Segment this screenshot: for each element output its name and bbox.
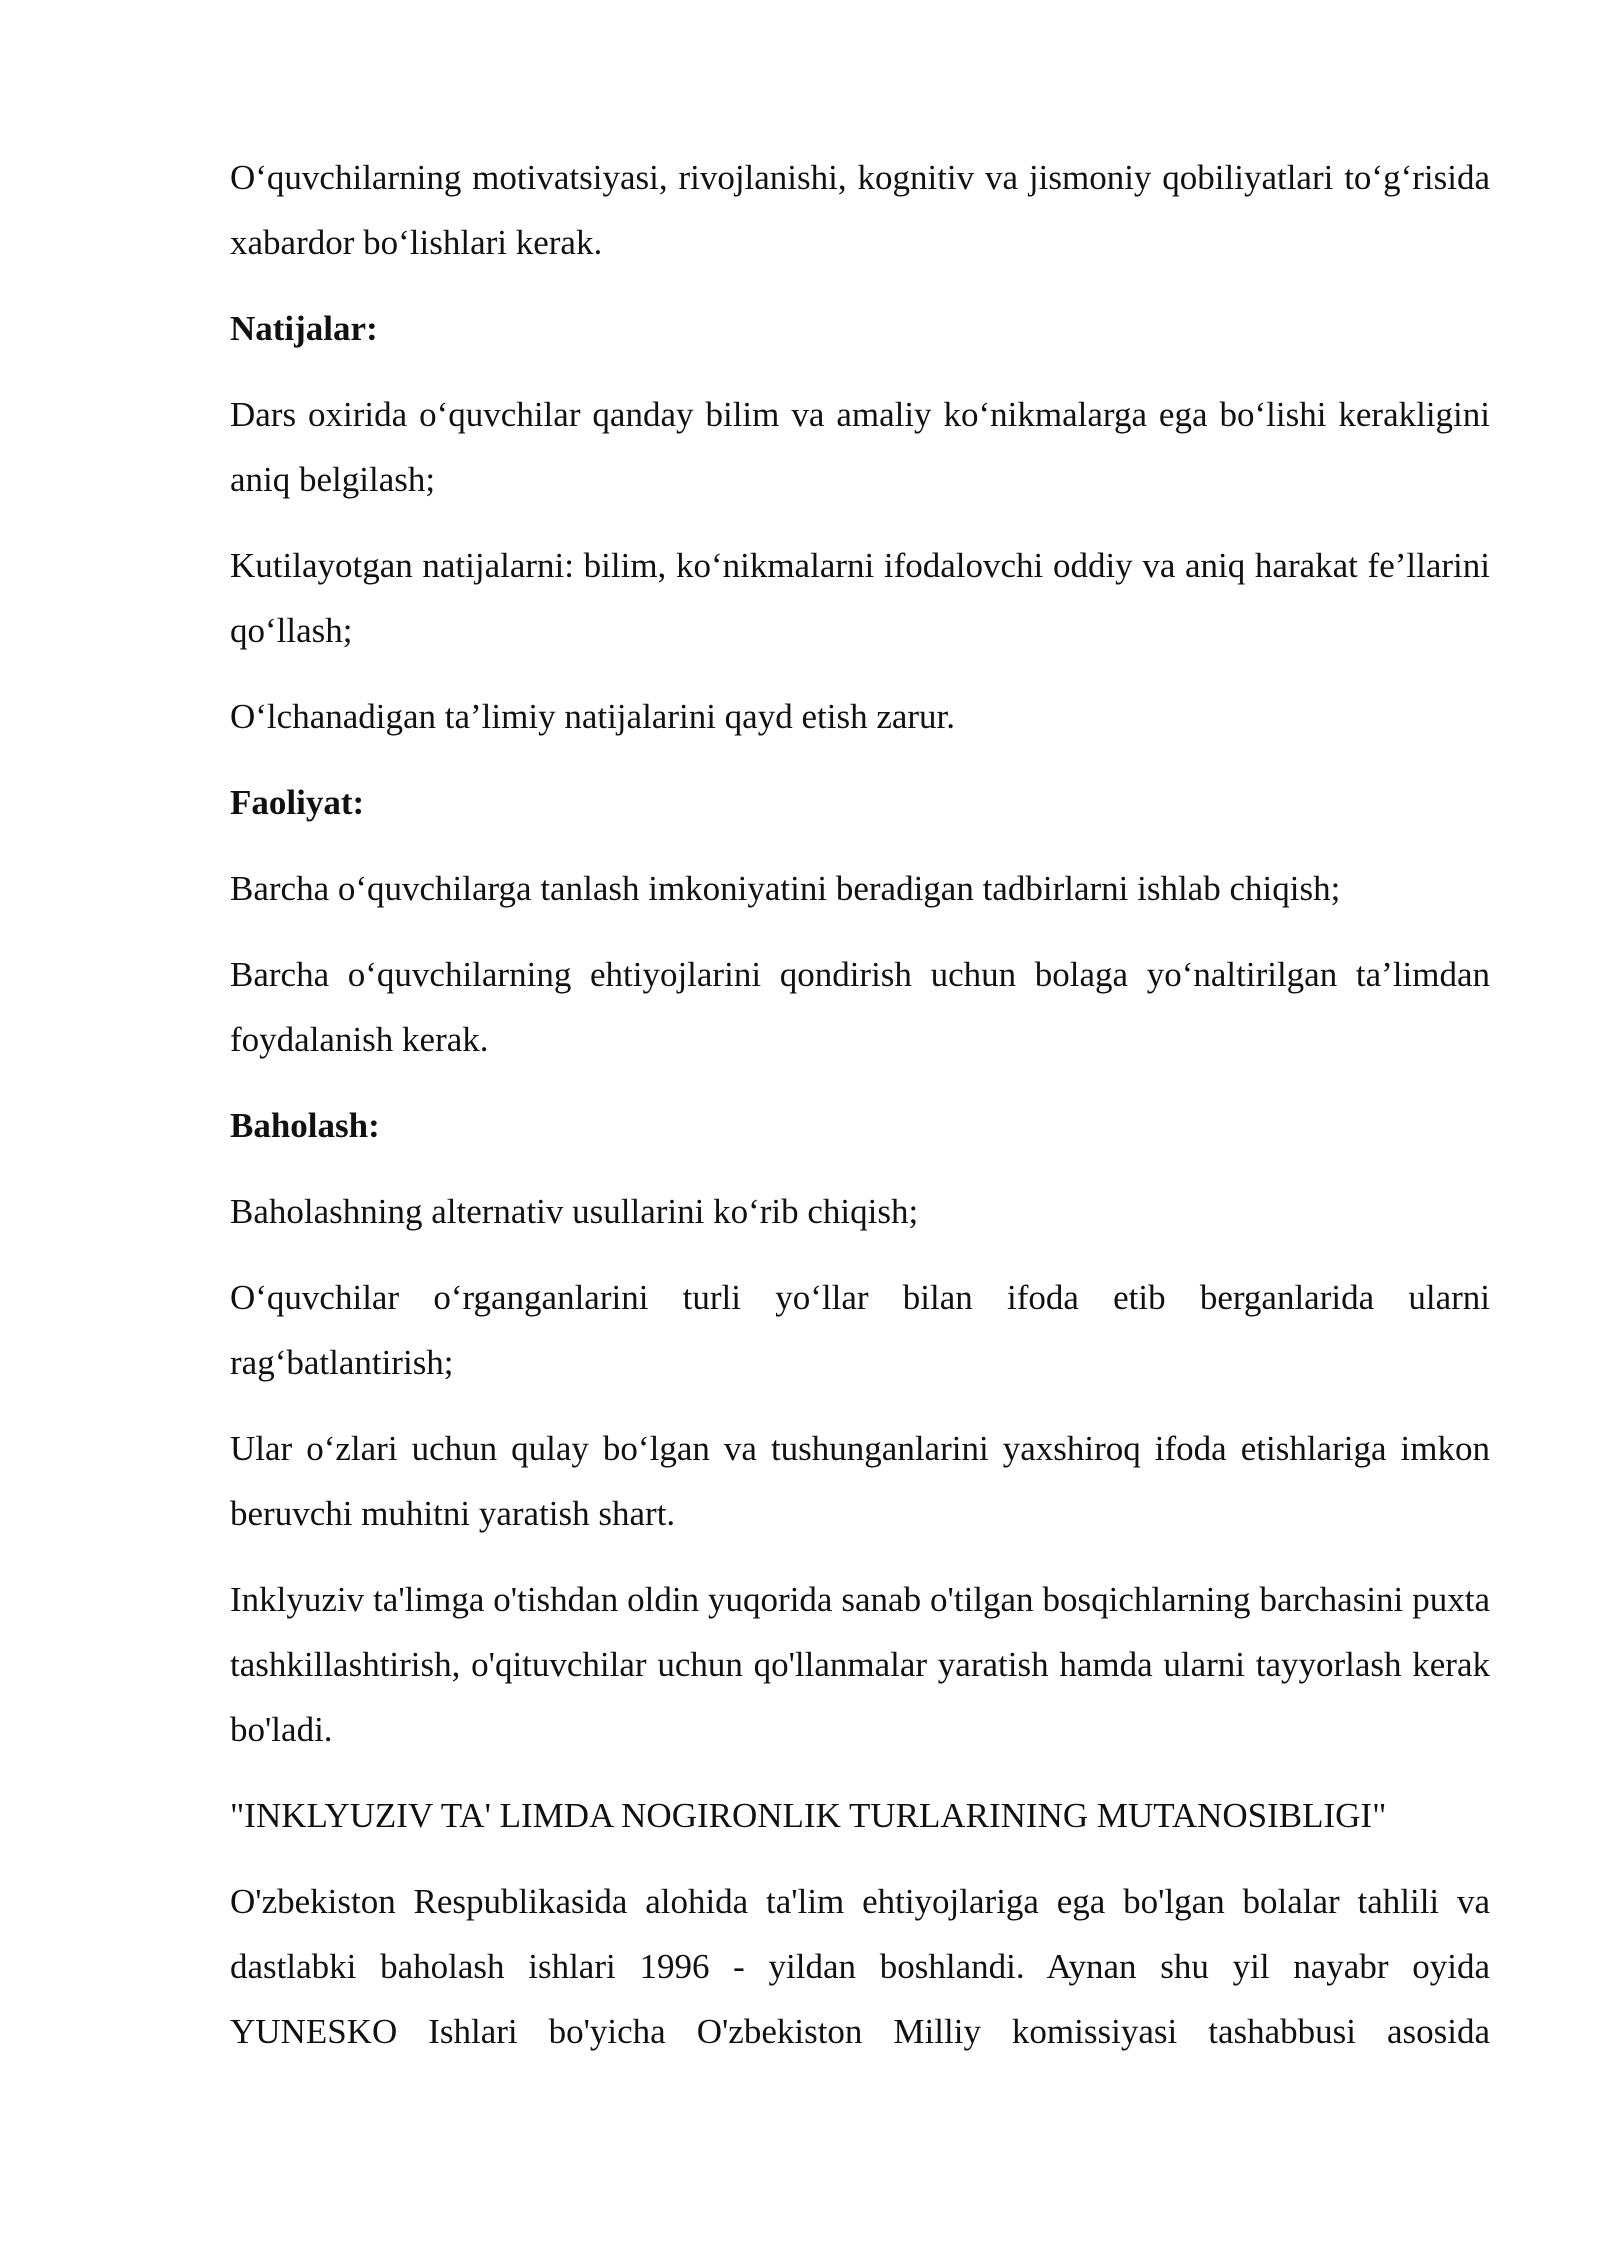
heading-results: Natijalar: [230, 309, 378, 348]
paragraph-results-3: O‘lchanadigan ta’limiy natijalarini qayd etish zarur. [230, 697, 956, 736]
paragraph-assessment-3: Ular o‘zlari uchun qulay bo‘lgan va tushunganlarini yaxshiroq ifoda etishlariga imkon beruvchi muhitni yaratish shart. [230, 1429, 1490, 1533]
paragraph-assessment-1: Baholashning alternativ usullarini ko‘rib chiqish; [230, 1192, 919, 1231]
section-title-inclusive: "INKLYUZIV TA' LIMDA NOGIRONLIK TURLARINING MUTANOSIBLIGI" [230, 1796, 1387, 1835]
paragraph-results-1: Dars oxirida o‘quvchilar qanday bilim va amaliy ko‘nikmalarga ega bo‘lishi kerakligini aniq belgilash; [230, 395, 1490, 499]
paragraph-assessment-2: O‘quvchilar o‘rganganlarini turli yo‘llar bilan ifoda etib berganlarida ularni rag‘batlantirish; [230, 1278, 1490, 1382]
paragraph-results-2: Kutilayotgan natijalarni: bilim, ko‘nikmalarni ifodalovchi oddiy va aniq harakat fe’llarini qo‘llash; [230, 546, 1490, 650]
heading-activity: Faoliyat: [230, 783, 365, 822]
document-page [230, 145, 1490, 2085]
heading-assessment: Baholash: [230, 1106, 380, 1145]
paragraph-inclusive-transition: Inklyuziv ta'limga o'tishdan oldin yuqorida sanab o'tilgan bosqichlarning barchasini puxta tashkillashtirish, o'qituvchilar uchun qo'llanmalar yaratish hamda ularni tayyorlash kerak bo'ladi. [230, 1580, 1490, 1749]
paragraph-uzbekistan-history: O'zbekiston Respublikasida alohida ta'lim ehtiyojlariga ega bo'lgan bolalar tahlili va dastlabki baholash ishlari 1996 - yildan boshlandi. Aynan shu yil nayabr oyida YUNESKO Ishlari bo'yicha O'zbekiston Milliy komissiyasi tashabbusi asosida [230, 1882, 1490, 2051]
paragraph-awareness: O‘quvchilarning motivatsiyasi, rivojlanishi, kognitiv va jismoniy qobiliyatlari to‘g‘risida xabardor bo‘lishlari kerak. [230, 158, 1490, 262]
paragraph-activity-2: Barcha o‘quvchilarning ehtiyojlarini qondirish uchun bolaga yo‘naltirilgan ta’limdan foydalanish kerak. [230, 955, 1490, 1059]
paragraph-activity-1: Barcha o‘quvchilarga tanlash imkoniyatini beradigan tadbirlarni ishlab chiqish; [230, 869, 1341, 908]
